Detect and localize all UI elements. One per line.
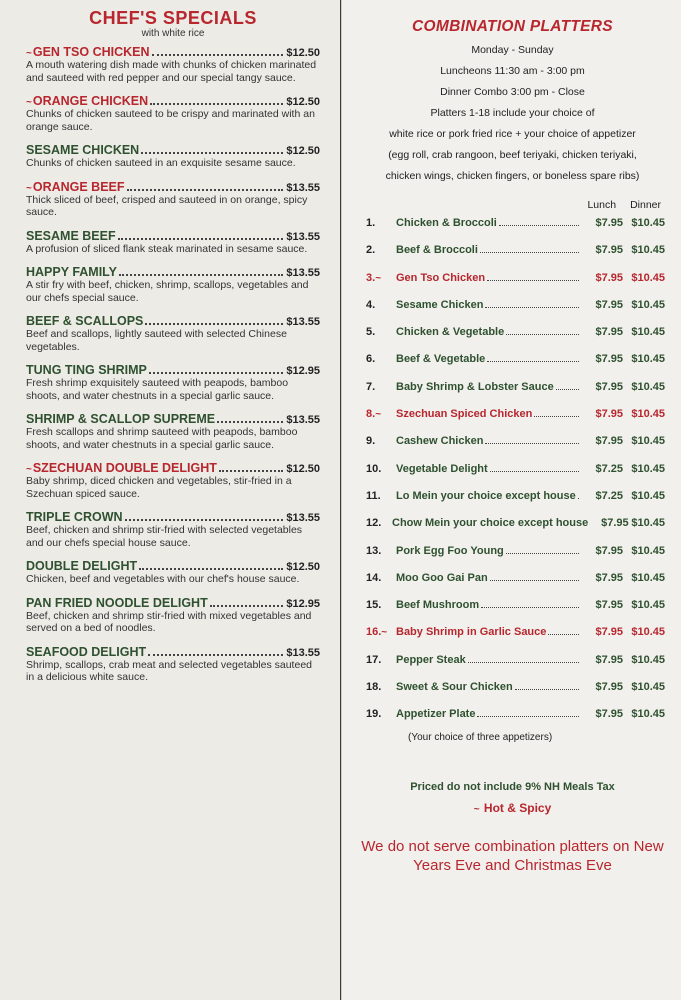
platter-number	[360, 272, 396, 284]
lunch-price: $7.95	[595, 353, 623, 366]
chefs-specials-page	[0, 0, 340, 1000]
platter-number	[360, 490, 396, 502]
special-price: $12.50	[286, 561, 320, 573]
dot-leader	[556, 389, 579, 390]
platter-row	[360, 572, 665, 599]
special-description: Baby shrimp, diced chicken and vegetables, stir-fried in a Szechuan spiced sauce.	[26, 475, 292, 500]
dot-leader	[578, 498, 579, 499]
dot-leader	[118, 238, 284, 240]
special-item	[26, 461, 320, 500]
dinner-price: $10.45	[631, 517, 665, 530]
dot-leader	[145, 323, 283, 325]
lunch-price: $7.95	[595, 298, 623, 311]
platter-row	[360, 681, 665, 708]
special-head	[26, 363, 320, 377]
lunch-price: $7.95	[595, 571, 623, 584]
special-price: $12.95	[286, 597, 320, 610]
combination-platters-page	[341, 0, 681, 1000]
platter-number	[360, 626, 396, 638]
dinner-price: $10.45	[631, 571, 665, 584]
dinner-price: $10.45	[631, 353, 665, 366]
special-description: Beef, chicken and shrimp stir-fried with selected vegetables and our chefs special house sauce.	[26, 524, 303, 549]
platters-text-3: (egg roll, crab rangoon, beef teriyaki, chicken teriyaki,	[388, 149, 637, 161]
platter-number	[360, 545, 396, 557]
special-description: A mouth watering dish made with chunks of chicken marinated and sauteed with red pepper and our special tangy sauce.	[26, 59, 317, 84]
special-price: $13.55	[286, 316, 320, 328]
dot-leader	[152, 54, 284, 56]
platters-text-2: white rice or pork fried rice + your choice of appetizer	[389, 128, 636, 140]
dinner-price: $10.45	[631, 408, 665, 421]
platter-number	[360, 654, 396, 666]
special-item	[26, 559, 320, 586]
special-item	[26, 363, 320, 402]
special-price: $13.55	[286, 512, 320, 524]
hot-pepper-icon: ~	[26, 464, 32, 475]
dot-leader	[480, 252, 579, 253]
special-head	[26, 596, 320, 610]
platter-number-text: 4.	[366, 298, 376, 311]
platter-number-text: 14.	[366, 571, 382, 584]
hot-spicy-legend	[360, 801, 665, 815]
special-head	[26, 180, 320, 194]
platter-number-text: 2.	[366, 244, 376, 257]
special-price: $13.55	[286, 181, 320, 194]
appetizer-note: (Your choice of three appetizers)	[408, 731, 553, 743]
chefs-specials-title: CHEF'S SPECIALS	[89, 8, 257, 28]
special-name: TRIPLE CROWN	[26, 510, 123, 524]
special-name: SEAFOOD DELIGHT	[26, 644, 147, 659]
dot-leader	[485, 307, 579, 308]
dot-leader	[119, 274, 283, 276]
special-head	[26, 229, 320, 243]
lunch-price: $7.95	[595, 217, 623, 229]
platter-row	[360, 545, 665, 572]
special-item	[26, 45, 320, 84]
platter-name: Sweet & Sour Chicken	[396, 681, 513, 694]
special-head	[26, 45, 320, 59]
platter-number-text: 15.	[366, 599, 382, 612]
dot-leader	[149, 372, 284, 374]
platter-number-text: 12.	[366, 517, 382, 530]
special-price: $12.50	[286, 145, 320, 157]
platter-number-text: 8.	[366, 408, 376, 421]
platter-name: Chow Mein your choice except house	[392, 517, 589, 530]
holiday-notice: We do not serve combination platters on New Years Eve and Christmas Eve	[361, 837, 664, 874]
special-name: GEN TSO CHICKEN	[32, 45, 150, 59]
special-head	[26, 461, 320, 475]
dinner-price: $10.45	[631, 626, 665, 639]
special-price: $13.55	[286, 646, 320, 659]
platter-number	[360, 299, 396, 311]
platter-number-text: 17.	[366, 653, 382, 666]
special-item	[26, 510, 320, 549]
dot-leader	[148, 654, 283, 656]
lunch-price: $7.95	[595, 380, 623, 393]
hot-pepper-icon: ~	[381, 627, 388, 639]
special-name: ORANGE CHICKEN	[32, 94, 149, 108]
lunch-price: $7.95	[595, 599, 623, 612]
luncheons-text: Luncheons 11:30 am - 3:00 pm	[440, 65, 585, 77]
platter-name: Chicken & Vegetable	[396, 326, 505, 339]
special-item	[26, 314, 320, 353]
platter-number-text: 5.	[366, 326, 376, 339]
platter-name: Beef & Broccoli	[396, 244, 478, 257]
dot-leader	[487, 280, 579, 281]
dot-leader	[548, 634, 579, 635]
dot-leader	[125, 519, 284, 521]
hot-pepper-icon: ~	[26, 48, 32, 59]
dot-leader	[515, 689, 579, 690]
special-name: SHRIMP & SCALLOP SUPREME	[26, 412, 216, 426]
platter-name: Sesame Chicken	[396, 298, 484, 311]
platter-row	[360, 353, 665, 380]
dinner-price: $10.45	[631, 217, 665, 229]
special-name: ORANGE BEEF	[32, 179, 125, 194]
platter-name: Beef & Vegetable	[396, 353, 486, 366]
platter-name: Baby Shrimp in Garlic Sauce	[396, 626, 547, 639]
platter-number	[360, 217, 396, 229]
special-price: $13.55	[286, 267, 320, 279]
platter-number-text: 13.	[366, 544, 382, 557]
platter-name: Chicken & Broccoli	[396, 217, 497, 229]
platter-number-text: 7.	[366, 380, 376, 393]
platter-name: Cashew Chicken	[396, 435, 484, 448]
platter-name: Szechuan Spiced Chicken	[396, 408, 533, 421]
lunch-price: $7.25	[595, 489, 623, 502]
lunch-price: $7.95	[595, 544, 623, 557]
lunch-price: $7.95	[595, 653, 623, 666]
special-description: Chicken, beef and vegetables with our chef's house sauce.	[26, 573, 300, 585]
special-name: PAN FRIED NOODLE DELIGHT	[26, 595, 208, 610]
special-price: $13.55	[286, 230, 320, 243]
dot-leader	[127, 189, 284, 191]
platter-row	[360, 599, 665, 626]
special-item	[26, 412, 320, 451]
platter-name: Pepper Steak	[396, 653, 466, 666]
platter-name: Beef Mushroom	[396, 599, 480, 612]
platter-number-text: 3.	[366, 271, 376, 284]
platter-number-text: 18.	[366, 681, 382, 694]
platter-name: Baby Shrimp & Lobster Sauce	[396, 380, 554, 393]
platter-row	[360, 626, 665, 653]
special-description: A stir fry with beef, chicken, shrimp, scallops, vegetables and our chefs special sauce.	[26, 279, 309, 304]
lunch-price: $7.95	[595, 626, 623, 639]
special-price: $12.50	[286, 47, 320, 59]
hot-pepper-icon: ~	[473, 803, 480, 815]
special-name: BEEF & SCALLOPS	[26, 314, 144, 328]
platter-number-text: 11.	[366, 489, 381, 502]
special-item	[26, 180, 320, 219]
special-item	[26, 265, 320, 304]
special-description: Fresh scallops and shrimp sauteed with peapods, bamboo shoots, and water chestnuts in a special garlic sauce.	[26, 426, 298, 451]
hot-pepper-icon: ~	[375, 272, 382, 284]
days-text: Monday - Sunday	[471, 44, 554, 56]
special-item	[26, 143, 320, 170]
platter-number-text: 6.	[366, 353, 376, 366]
lunch-price: $7.95	[595, 708, 623, 721]
dinner-price: $10.45	[631, 708, 665, 721]
hot-pepper-icon: ~	[26, 182, 32, 194]
special-name: TUNG TING SHRIMP	[26, 363, 147, 377]
special-head	[26, 314, 320, 328]
special-head	[26, 412, 320, 426]
dot-leader	[219, 470, 283, 472]
dinner-price: $10.45	[631, 326, 665, 339]
platter-name: Lo Mein your choice except house	[396, 489, 576, 502]
dot-leader	[477, 716, 579, 717]
dinner-price: $10.45	[631, 435, 665, 448]
lunch-price: $7.95	[595, 681, 623, 694]
special-description: Chunks of chicken sauteed to be crispy and marinated with an orange sauce.	[26, 108, 315, 133]
special-head	[26, 94, 320, 108]
lunch-price: $7.95	[595, 435, 623, 448]
special-description: A profusion of sliced flank steak marinated in sesame sauce.	[26, 242, 308, 255]
special-item	[26, 229, 320, 256]
dot-leader	[506, 553, 579, 554]
special-description: Thick sliced of beef, crisped and sauteed in on orange, spicy sauce.	[26, 193, 308, 218]
platter-row	[360, 490, 665, 517]
special-item	[26, 94, 320, 133]
platter-number-text: 9.	[366, 435, 376, 448]
dinner-text: Dinner Combo 3:00 pm - Close	[440, 86, 585, 98]
hours-info	[360, 40, 665, 187]
platter-row	[360, 381, 665, 408]
dot-leader	[139, 568, 283, 570]
platter-number	[360, 326, 396, 338]
dinner-price: $10.45	[631, 244, 665, 257]
platter-row	[360, 517, 665, 544]
platter-name: Pork Egg Foo Young	[396, 544, 504, 557]
platter-row	[360, 326, 665, 353]
special-description: Beef and scallops, lightly sauteed with selected Chinese vegetables.	[26, 328, 287, 353]
special-list	[26, 45, 320, 684]
special-head	[26, 265, 320, 279]
lunch-price: $7.95	[595, 244, 623, 257]
platter-number	[360, 599, 396, 611]
special-description: Beef, chicken and shrimp stir-fried with mixed vegetables and served on a bed of noodles.	[26, 609, 312, 634]
special-description: Shrimp, scallops, crab meat and selected vegetables sauteed in a delicious white sauce.	[26, 658, 312, 683]
special-name: HAPPY FAMILY	[26, 265, 117, 279]
dot-leader	[490, 471, 579, 472]
platter-number	[360, 708, 396, 720]
lunch-header: Lunch	[587, 199, 617, 211]
platter-number	[360, 435, 396, 447]
chefs-specials-subtitle: with white rice	[141, 28, 205, 39]
platter-number	[360, 381, 396, 393]
dot-leader	[141, 152, 283, 154]
platter-row	[360, 435, 665, 462]
platter-name: Appetizer Plate	[396, 708, 476, 721]
dinner-price: $10.45	[631, 681, 665, 694]
lunch-price: $7.95	[595, 326, 623, 339]
special-head	[26, 510, 320, 524]
dinner-price: $10.45	[631, 599, 665, 612]
platter-row	[360, 299, 665, 326]
dinner-price: $10.45	[631, 544, 665, 557]
platter-number-text: 16.	[366, 626, 382, 639]
special-name: SESAME BEEF	[26, 228, 116, 243]
platter-list	[360, 217, 665, 736]
platter-number	[360, 572, 396, 584]
platter-number	[360, 244, 396, 256]
platter-number	[360, 517, 392, 529]
lunch-price: $7.95	[595, 408, 623, 421]
platter-name: Gen Tso Chicken	[396, 271, 486, 284]
lunch-price: $7.95	[601, 517, 629, 530]
tax-note: Priced do not include 9% NH Meals Tax	[410, 780, 615, 793]
special-price: $13.55	[286, 414, 320, 426]
special-name: DOUBLE DELIGHT	[26, 559, 138, 573]
special-price: $12.50	[286, 96, 320, 108]
platter-row	[360, 244, 665, 271]
platters-text-4: chicken wings, chicken fingers, or boneless spare ribs)	[385, 170, 640, 182]
dinner-price: $10.45	[631, 489, 665, 502]
dinner-price: $10.45	[631, 653, 665, 666]
platters-text-1: Platters 1-18 include your choice of	[430, 107, 595, 119]
dinner-header: Dinner	[630, 199, 661, 211]
platter-name: Moo Goo Gai Pan	[396, 571, 488, 584]
platter-number	[360, 463, 396, 475]
special-description: Chunks of chicken sauteed in an exquisite sesame sauce.	[26, 157, 296, 169]
special-head	[26, 143, 320, 157]
dinner-price: $10.45	[631, 271, 665, 284]
price-column-header	[360, 199, 661, 211]
special-name: SESAME CHICKEN	[26, 143, 140, 157]
lunch-price: $7.95	[595, 271, 623, 284]
platter-number-text: 1.	[366, 217, 376, 229]
special-item	[26, 596, 320, 635]
platter-row	[360, 272, 665, 299]
platter-number-text: 19.	[366, 708, 382, 721]
platter-row	[360, 654, 665, 681]
lunch-price: $7.25	[595, 462, 623, 475]
hot-pepper-icon: ~	[26, 97, 32, 108]
platter-name: Vegetable Delight	[396, 462, 488, 475]
platter-number	[360, 681, 396, 693]
dot-leader	[150, 103, 283, 105]
dot-leader	[485, 443, 579, 444]
hot-spicy-label: Hot & Spicy	[483, 800, 552, 815]
special-price: $12.50	[286, 463, 320, 475]
platter-row	[360, 463, 665, 490]
dinner-price: $10.45	[631, 462, 665, 475]
platter-row	[360, 217, 665, 244]
dinner-price: $10.45	[631, 298, 665, 311]
combination-title: COMBINATION PLATTERS	[412, 18, 613, 35]
special-price: $12.95	[286, 365, 320, 377]
special-description: Fresh shrimp exquisitely sauteed with peapods, bamboo shoots, and water chestnuts in a special garlic sauce.	[26, 377, 289, 402]
dot-leader	[217, 421, 283, 423]
dot-leader	[490, 580, 579, 581]
platter-number	[360, 353, 396, 365]
dot-leader	[481, 607, 579, 608]
dot-leader	[468, 662, 579, 663]
special-head	[26, 645, 320, 659]
special-name: SZECHUAN DOUBLE DELIGHT	[32, 461, 217, 475]
dot-leader	[487, 361, 579, 362]
dot-leader	[534, 416, 579, 417]
platter-number	[360, 408, 396, 420]
dot-leader	[499, 225, 579, 226]
dot-leader	[210, 605, 284, 607]
platter-row	[360, 408, 665, 435]
hot-pepper-icon: ~	[375, 409, 382, 421]
dinner-price: $10.45	[631, 380, 665, 393]
platter-number-text: 10.	[366, 462, 382, 475]
special-item	[26, 645, 320, 684]
dot-leader	[506, 334, 579, 335]
special-head	[26, 559, 320, 573]
